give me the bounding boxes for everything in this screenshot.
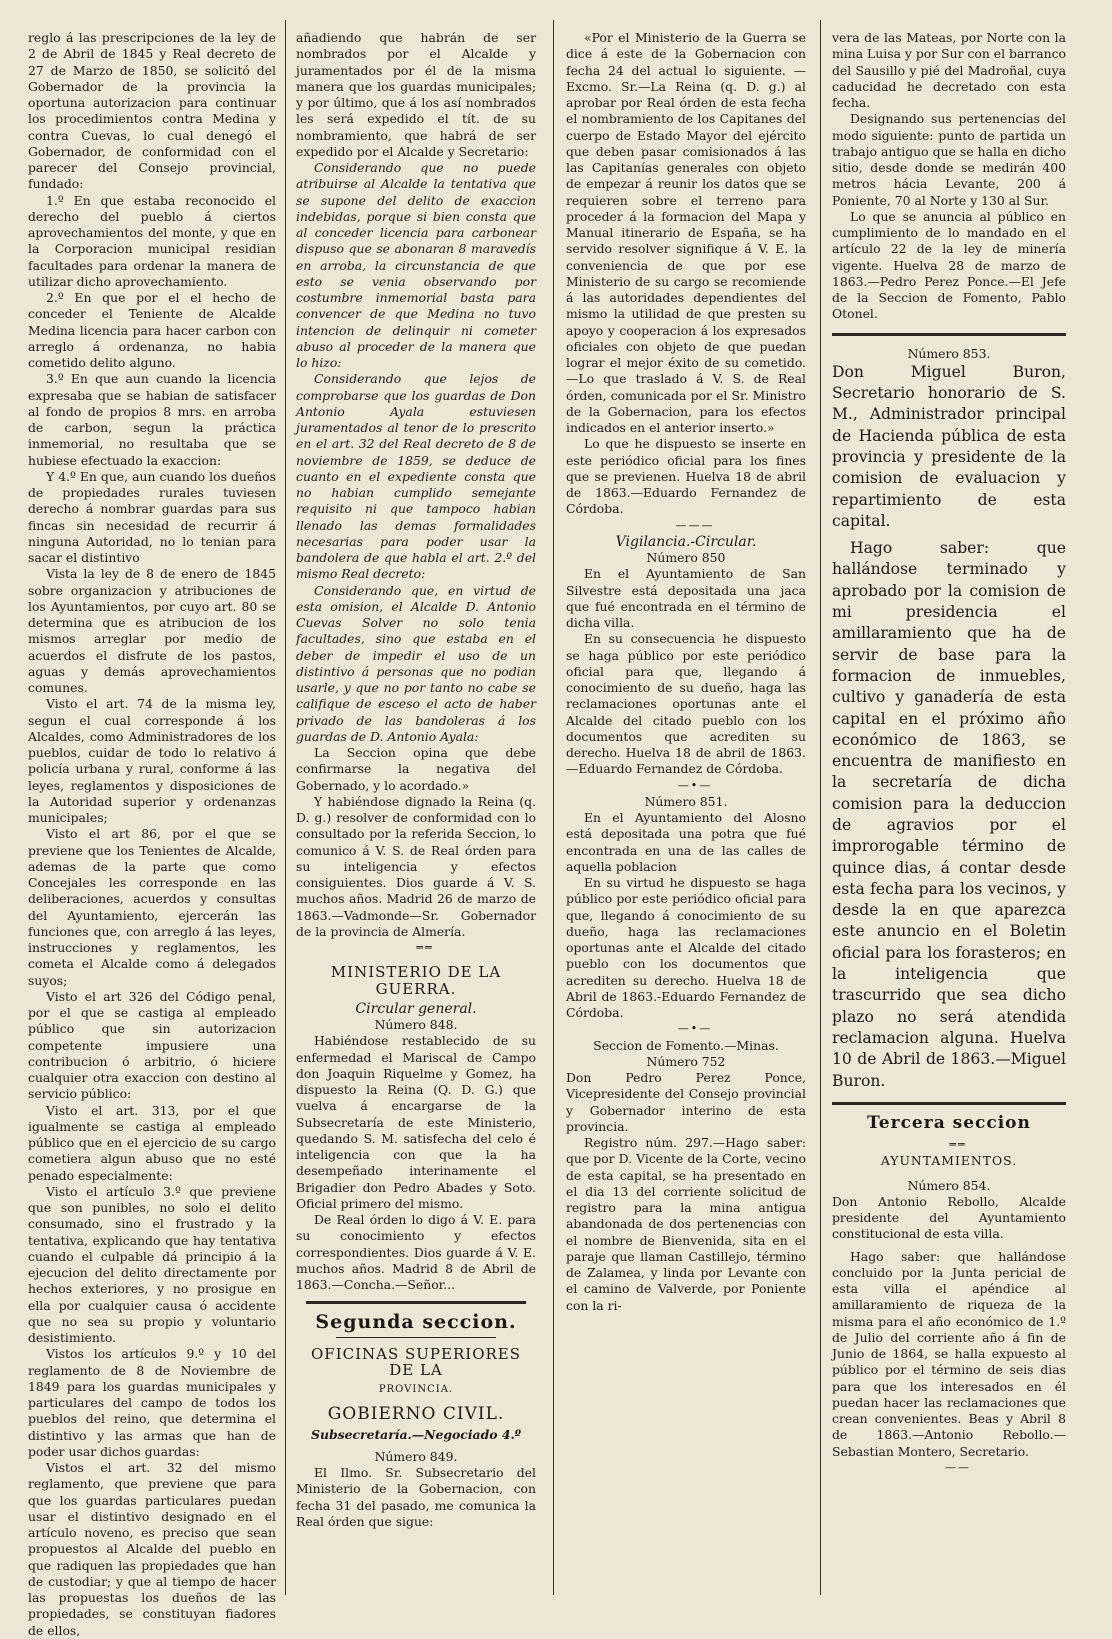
paragraph: vera de las Mateas, por Norte con la mina Luisa y por Sur con el barranco del Sausillo y pié del Madroñal, cuya caducidad he decretado con esta fecha. (832, 30, 1066, 110)
paragraph: «Por el Ministerio de la Guerra se dice á este de la Gobernacion con fecha 24 del actual lo siguiente. —Excmo. Sr.—La Reina (q. D. g.) al aprobar por Real órden de esta fecha el nombramiento de los Capitanes del cuerpo de Estado Mayor del ejército que deben pasar comisionados á las las Capitanías generales con objeto de empezar á reunir los datos que se requieren sobre el terreno para proceder á la formacion del Mapa y Manual itinerario de España, se ha servido resolver signifique á V. E. la conveniencia de que por ese Ministerio de su cargo se recomiende á las autoridades dependientes del mismo la utilidad de que presten su apoyo y cooperacion á los expresados oficiales con objeto de que puedan lograr el mejor éxito de su cometido.—Lo que traslado á V. S. de Real órden, comunicada por el Sr. Ministro de la Gobernacion, para los efectos indicados en el anterior inserto.» (566, 30, 806, 435)
separator: ══ (949, 1138, 967, 1152)
column-3 (566, 30, 806, 1314)
offices-heading: OFICINAS SUPERIORES DE LA (310, 1344, 522, 1379)
column-4 (832, 30, 1066, 1476)
paragraph: Vistos el art. 32 del mismo reglamento, que previene que para que los guardas particulares puedan usar el distintivo designado en el artículo noveno, es preciso que sean propuestos al Alcalde del pueblo en que radiquen las propiedades que han de custodiar; y que al tiempo de hacer las propuestas los dueños de las propiedades, se constituyan fiadores de ellos, (28, 1460, 276, 1638)
notice-number: Número 849. (374, 1448, 458, 1464)
column-2 (296, 30, 536, 1530)
notice-number: Número 851. (644, 793, 728, 809)
paragraph: añadiendo que habrán de ser nombrados por el Alcalde y juramentados por él de la misma manera que los guardas municipales; y por último, que á los así nombrados les será expedido el tít. de su nombramiento, que habrá de ser expedido por el Alcalde y Secretario: (296, 30, 536, 159)
municipalities-heading: AYUNTAMIENTOS. (880, 1153, 1018, 1169)
separator: ——— (675, 518, 715, 532)
separator: —— (945, 1460, 971, 1474)
notice-number: Número 850 (646, 550, 726, 565)
paragraph: Hago saber: que hallándose concluido por la Junta pericial de esta villa el apéndice al amillaramiento de riqueza de la misma para el año económico de 1.º de Julio del corriente año á fin de Junio de 1864, se halla expuesto al público por el término de seis dias para que los interesados en él puedan hacer las reclamaciones que crean convenientes. Beas y Abril 8 de 1863.—Antonio Rebollo.—Sebastian Montero, Secretario. (832, 1248, 1066, 1459)
section-heading: Tercera seccion (867, 1112, 1031, 1133)
paragraph: Vista la ley de 8 de enero de 1845 sobre organizacion y atribuciones de los Ayuntamientos, por cuyo art. 80 se determina que es atribucion de los mismos arreglar por medio de acuerdos el disfrute de los pastos, aguas y demás aprovechamientos comunes. (28, 566, 276, 695)
paragraph: Considerando que, en virtud de esta omision, el Alcalde D. Antonio Cuevas Solver no solo tenia facultades, sino que estaba en el deber de impedir el uso de un distintivo á personas que no podian usarle, y que no por tanto no cabe se califique de esceso el acto de haber privado de las bandoleras á los guardas de D. Antonio Ayala: (296, 582, 536, 744)
paragraph: Visto el artículo 3.º que previene que son punibles, no solo el delito consumado, sino el frustrado y la tentativa, explicando que hay tentativa cuando el culpable dá principio á la ejecucion del delito directamente por hechos exteriores, y no prosigue en ella por cualquier causa ó accidente que no sea su propio y voluntario desistimiento. (28, 1183, 276, 1345)
paragraph: Vistos los artículos 9.º y 10 del reglamento de 8 de Noviembre de 1849 para los guardas municipales y particulares del campo de todos los pueblos del reino, que determina el distintivo y las armas que han de poder usar dichos guardas: (28, 1346, 276, 1459)
paragraph: En su consecuencia he dispuesto se haga público por este periódico oficial para que, llegando á conocimiento de su dueño, haga las reclamaciones oportunas ante el Alcalde del citado pueblo con los documentos que acrediten su derecho. Huelva 18 de abril de 1863.—Eduardo Fernandez de Córdoba. (566, 631, 806, 777)
paragraph: Designando sus pertenencias del modo siguiente: punto de partida un trabajo antiguo que se halla en dicho sitio, desde donde se medirán 400 metros hácia Levante, 200 á Poniente, 70 al Norte y 130 al Sur. (832, 111, 1066, 208)
province-heading: PROVINCIA. (378, 1384, 454, 1395)
government-heading: GOBIERNO CIVIL. (327, 1404, 505, 1425)
paragraph: Visto el art. 74 de la misma ley, segun el cual corresponde á los Alcaldes, como Administradores de los pueblos, cuidar de todo lo relativo á policía urbana y rural, conforme á las leyes, reglamentos y disposiciones de la Autoridad superior y ordenanzas municipales; (28, 696, 276, 825)
paragraph: De Real órden lo digo á V. E. para su conocimiento y efectos correspondientes. Dios guarde á V. E. muchos años. Madrid 8 de Abril de 1863.—Concha.—Señor... (296, 1212, 536, 1292)
section-heading: Segunda seccion. (315, 1311, 517, 1334)
paragraph: Don Miguel Buron, Secretario honorario de S. M., Administrador principal de Hacienda pública de esta provincia y presidente de la comision de evaluacion y repartimiento de esta capital. (832, 362, 1066, 530)
vigilance-heading: Vigilancia.-Circular. (615, 533, 757, 550)
paragraph: Y habiéndose dignado la Reina (q. D. g.) resolver de conformidad con lo consultado por la referida Seccion, lo comunico á V. S. de Real órden para su inteligencia y efectos consiguientes. Dios guarde á V. S. muchos años. Madrid 26 de marzo de 1863.—Vadmonde—Sr. Gobernador de la provincia de Almería. (296, 793, 536, 939)
paragraph: reglo á las prescripciones de la ley de 2 de Abril de 1845 y Real decreto de 27 de Marzo de 1850, se solicitó del Gobernador de la provincia la oportuna autorizacion para continuar los procedimientos contra Medina y contra Cuevas, lo cual denegó el Gobernador, de conformidad con el parecer del Consejo provincial, fundado: (28, 30, 276, 192)
separator: ══ (416, 941, 434, 954)
section-rule (832, 333, 1066, 336)
paragraph: Considerando que no puede atribuirse al Alcalde la tentativa que se supone del delito de exaccion indebidas, porque si bien consta que al conceder licencia para carbonear dispuso que se abonaran 8 maravedís en arroba, la circunstancia de que esto se venia observando por costumbre inmemorial basta para convencer de que Medina no tuvo intencion de delinquir ni cometer abuso al proceder de la manera que lo hizo: (296, 160, 536, 370)
paragraph: Habiéndose restablecido de su enfermedad el Mariscal de Campo don Joaquin Riquelme y Gomez, ha dispuesto la Reina (Q. D. G.) que vuelva á encargarse de la Subsecretaría de este Ministerio, quedando S. M. satisfecha del celo é inteligencia con que la ha desempeñado interinamente el Brigadier don Pedro Abades y Soto. Oficial primero del mismo. (296, 1033, 536, 1211)
column-1 (28, 30, 276, 1639)
paragraph: La Seccion opina que debe confirmarse la negativa del Gobernado, y lo acordado.» (296, 745, 536, 793)
paragraph: Hago saber: que hallándose terminado y aprobado por la comision de mi presidencia el amillaramiento que ha de servir de base para la formacion de inmuebles, cultivo y ganadería de esta capital en el próximo año económico de 1863, se encuentra de manifiesto en la secretaría de dicha comision para la deduccion de agravios por el improrogable término de quince dias, á contar desde esta fecha para los vecinos, y desde la en que aparezca este anuncio en el Boletin oficial para los forasteros; en la inteligencia que trascurrido que sea dicho plazo no será atendida reclamacion alguna. Huelva 10 de Abril de 1863.—Miguel Buron. (832, 539, 1066, 1090)
ministry-heading: MINISTERIO DE LA GUERRA. (330, 963, 502, 998)
paragraph: Don Antonio Rebollo, Alcalde presidente del Ayuntamiento constitucional de esta villa. (832, 1193, 1066, 1242)
paragraph: Lo que he dispuesto se inserte en este periódico oficial para los fines que se previenen. Huelva 18 de abril de 1863.—Eduardo Fernandez de Córdoba. (566, 436, 806, 517)
separator: —•— (677, 1022, 713, 1036)
paragraph: Visto el art 326 del Código penal, por el que se castiga al empleado público que sin autorizacion competente impusiere una contribucion ó arbitrio, ó hiciere cualquier otra exaccion con destino al servicio público: (28, 988, 276, 1102)
paragraph: 1.º En que estaba reconocido el derecho del pueblo á ciertos aprovechamientos del monte, y que en la Corporacion municipal residian facultades para ordenar la manera de utilizar dicho aprovechamiento. (28, 192, 276, 289)
paragraph: 2.º En que por el el hecho de conceder el Teniente de Alcalde Medina licencia para hacer carbon con arreglo á ordenanza, no habia cometido delito alguno. (28, 290, 276, 370)
notice-number: Número 752 (646, 1053, 726, 1069)
mines-heading: Seccion de Fomento.—Minas. (593, 1037, 779, 1053)
column-divider (285, 20, 286, 1595)
notice-number: Número 848. (374, 1017, 458, 1032)
circular-heading: Circular general. (355, 1000, 477, 1017)
paragraph: Considerando que lejos de comprobarse que los guardas de Don Antonio Ayala estuviesen juramentados al tenor de lo prescrito en el art. 32 del Real decreto de 8 de noviembre de 1859, se deduce de cuanto en el expediente consta que no habian cumplido semejante requisito ni que tampoco habian llenado las demas formalidades necesarias para poder usar la bandolera de que habla el art. 2.º del mismo Real decreto: (296, 371, 536, 582)
section-rule (306, 1301, 526, 1304)
paragraph: Y 4.º En que, aun cuando los dueños de propiedades rurales tuviesen derecho á nombrar guardas para sus fincas sin necesidad de recurrir á ninguna Autoridad, no lo tenian para sacar el distintivo (28, 468, 276, 565)
separator: —•— (677, 778, 713, 792)
paragraph: Lo que se anuncia al público en cumplimiento de lo mandado en el artículo 22 de la ley de minería vigente. Huelva 28 de marzo de 1863.—Pedro Perez Ponce.—El Jefe de la Seccion de Fomento, Pablo Otonel. (832, 208, 1066, 322)
notice-number: Número 853. (907, 345, 991, 361)
column-divider (553, 20, 554, 1595)
section-rule (832, 1102, 1066, 1105)
paragraph: Visto el art 86, por el que se previene que los Tenientes de Alcalde, ademas de la parte que como Concejales les corresponde en las deliberaciones, acuerdos y consultas del Ayuntamiento, ejercerán las funciones que, con arreglo á las leyes, instrucciones y reglamentos, les cometa el Alcalde como á delegados suyos; (28, 826, 276, 988)
paragraph: En el Ayuntamiento de San Silvestre está depositada una jaca que fué encontrada en el término de dicha villa. (566, 566, 806, 630)
paragraph: En su virtud he dispuesto se haga público por este periódico oficial para que, llegando á conocimiento de su dueño, haga las reclamaciones oportunas ante el Alcalde del citado pueblo con los documentos que acrediten su derecho. Huelva 18 de Abril de 1863.-Eduardo Fernandez de Córdoba. (566, 875, 806, 1020)
paragraph: Don Pedro Perez Ponce, Vicepresidente del Consejo provincial y Gobernador interino de esta provincia. (566, 1070, 806, 1134)
column-divider (820, 20, 821, 1595)
paragraph: Registro núm. 297.—Hago saber: que por D. Vicente de la Corte, vecino de esta capital, se ha presentado en el dia 13 del corriente solicitud de registro para la mina antigua abandonada de dos pertenencias con el nombre de Bienvenida, sita en el paraje que llaman Castillejo, término de Zalamea, y linda por Levante con el camino de Valverde, por Poniente con la ri- (566, 1135, 806, 1313)
paragraph: 3.º En que aun cuando la licencia expresaba que se habian de satisfacer al fondo de propios 8 mrs. en arroba de carbon, segun la práctica inmemorial, no resultaba que se hubiese efectuado la exaccion: (28, 371, 276, 468)
paragraph: El Ilmo. Sr. Subsecretario del Ministerio de la Gobernacion, con fecha 31 del pasado, me comunica la Real órden que sigue: (296, 1465, 536, 1529)
paragraph: En el Ayuntamiento del Alosno está depositada una potra que fué encontrada en una de las calles de aquella poblacion (566, 810, 806, 874)
notice-number: Número 854. (907, 1177, 991, 1193)
short-rule (336, 1337, 496, 1338)
paragraph: Visto el art. 313, por el que igualmente se castiga al empleado público que en el ejercicio de su cargo cometiera algun abuso que no esté penado especialmente: (28, 1102, 276, 1183)
subsection-heading: Subsecretaría.—Negociado 4.º (311, 1426, 521, 1442)
